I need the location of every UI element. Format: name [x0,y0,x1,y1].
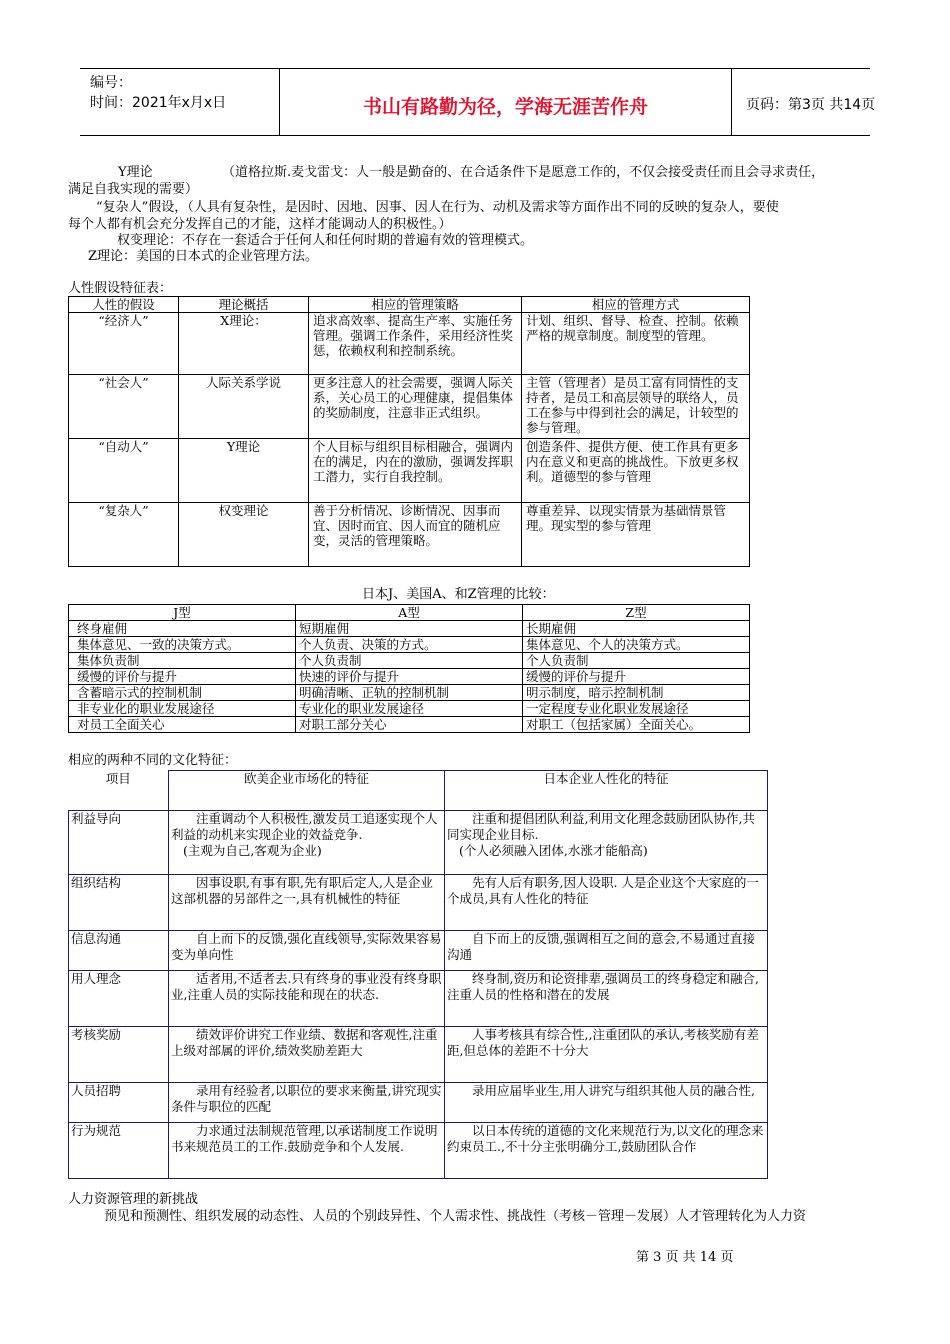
table-row [69,1083,768,1123]
table-header: 相应的管理方式 [522,297,750,313]
table-cell: 更多注意人的社会需要，强调人际关系，关心员工的心理健康，提倡集体的奖励制度，注意非正式组织。 [309,375,522,439]
table-cell: 专业化的职业发展途径 [296,701,523,717]
table-row [69,503,750,567]
table-cell: 对员工全面关心 [69,717,296,733]
table-cell: “复杂人” [69,503,179,567]
table1-caption: 人性假设特征表： [68,281,173,296]
contingency-theory: 权变理论：不存在一套适合于任何人和任何时期的普遍有效的管理模式。 [117,233,534,248]
table-cell: 主管（管理者）是员工富有同情性的支持者，是员工和高层领导的联络人，员工在参与中得到社会的满足，计较型的参与管理。 [522,375,750,439]
table-cell [169,875,445,931]
table-cell: 对职工（包括家属）全面关心。 [523,717,750,733]
table-cell [445,931,768,971]
table-cell: 善于分析情况、诊断情况、因事而宜、因时而宜、因人而宜的随机应变，灵活的管理策略。 [309,503,522,567]
cell-note: (主观为自己,客观为企业) [183,843,322,858]
table-header: 相应的管理策略 [309,297,522,313]
table-header-row [69,605,750,621]
table-row [69,1027,768,1083]
y-theory-text: （道格拉斯.麦戈雷戈：人一般是勤奋的、在合适条件下是愿意工作的，不仅会接受责任而且会寻求责任， [222,165,825,180]
table-cell: 个人负责制 [523,653,750,669]
table-row [69,653,750,669]
table-header: 欧美企业市场化的特征 [169,771,445,811]
table-row [69,375,750,439]
table-cell: 一定程度专业化职业发展途径 [523,701,750,717]
table-cell: 对职工部分关心 [296,717,523,733]
table-row [69,717,750,733]
table-row [69,439,750,503]
table-row [69,621,750,637]
table-cell: 计划、组织、督导、检查、控制。依赖严格的规章制度。制度型的管理。 [522,313,750,375]
table-cell [169,971,445,1027]
table-row [69,637,750,653]
table3-caption: 相应的两种不同的文化特征： [68,753,238,768]
table-cell: 缓慢的评价与提升 [69,669,296,685]
cell-text: 注重和提倡团队利益,利用文化理念鼓励团队协作,共同实现企业目标. [447,811,755,842]
table-header: Z型 [523,605,750,621]
table-row [69,875,768,931]
table-row [69,971,768,1027]
table-cell: 人员招聘 [69,1083,169,1123]
table-cell [445,1123,768,1179]
table-cell [445,811,768,875]
table-header: 项目 [69,771,169,811]
table-header: 日本企业人性化的特征 [445,771,768,811]
code-label: 编号： [90,75,132,91]
header-meta [80,69,280,135]
table-cell [169,1027,445,1083]
table-row [69,811,768,875]
table-cell: “自动人” [69,439,179,503]
table-cell: 集体意见、个人的决策方式。 [523,637,750,653]
table-cell: 集体意见、一致的决策方式。 [69,637,296,653]
cell-text: 绩效评价讲究工作业绩、数据和客观性,注重上级对部属的评价,绩效奖励差距大 [171,1027,438,1058]
table-cell [169,1123,445,1179]
table-cell: 含蓄暗示式的控制机制 [69,685,296,701]
cell-text: 录用有经验者,以职位的要求来衡量,讲究现实条件与职位的匹配 [171,1083,442,1114]
table-cell: 终身雇佣 [69,621,296,637]
table-cell [169,931,445,971]
table-cell: 考核奖励 [69,1027,169,1083]
hr-challenge-text: 预见和预测性、组织发展的动态性、人员的个别歧异性、个人需求性、挑战性（考核－管理－发展）人才管理转化为人力资 [104,1209,807,1224]
cell-text: 终身制,资历和论资排辈,强调员工的终身稳定和融合,注重人员的性格和潜在的发展 [447,971,759,1002]
header-motto: 书山有路勤为径，学海无涯苦作舟 [280,69,732,135]
cell-text: 以日本传统的道德的文化来规范行为,以文化的理念来约束员工.,不十分主张明确分工,鼓励团队合作 [447,1123,764,1154]
cell-text: 自上而下的反馈,强化直线领导,实际效果容易变为单向性 [171,931,442,962]
cell-text: 适者用,不适者去.只有终身的事业没有终身职业,注重人员的实际技能和现在的状态. [171,971,442,1002]
table-row [69,685,750,701]
table-cell: 行为规范 [69,1123,169,1179]
y-theory-text-cont: 满足自我实现的需要） [68,182,199,197]
cell-text: 力求通过法制规范管理,以承诺制度工作说明书来规范员工的工作.鼓励竞争和个人发展. [171,1123,438,1154]
cell-note: (个人必须融入团体,水涨才能船高) [459,843,648,858]
table-row [69,313,750,375]
complex-man-text-cont: 每个人都有机会充分发挥自己的才能，这样才能调动人的积极性。） [68,217,452,232]
table-header: 理论概括 [179,297,309,313]
culture-comparison-table [68,770,768,1179]
table-cell [169,1083,445,1123]
table-cell: 利益导向 [69,811,169,875]
z-theory: Z理论：美国的日本式的企业管理方法。 [88,249,319,264]
table-cell: 集体负责制 [69,653,296,669]
header-page-label: 页码：第3页 共14页 [746,97,876,113]
table-cell [445,1027,768,1083]
page-footer: 第 3 页 共 14 页 [636,1250,734,1265]
table-row [69,701,750,717]
table-cell: Y理论 [179,439,309,503]
table-header: J型 [69,605,296,621]
page-header [80,68,876,136]
cell-text: 注重调动个人积极性,激发员工追逐实现个人利益的动机来实现企业的效益竞争. [171,811,438,842]
table2-caption: 日本J、美国A、和Z管理的比较： [362,587,555,602]
table-cell: 明示制度，暗示控制机制 [523,685,750,701]
cell-text: 自下而上的反馈,强调相互之间的意会,不易通过直接沟通 [447,931,755,962]
table-cell: 个人负责、决策的方式。 [296,637,523,653]
time-label: 时间：2021年x月x日 [90,95,227,111]
table-cell: 权变理论 [179,503,309,567]
table-header: 人性的假设 [69,297,179,313]
y-theory-title: Y理论 [118,165,153,180]
table-cell: “社会人” [69,375,179,439]
cell-text: 录用应届毕业生,用人讲究与组织其他人员的融合性, [472,1083,755,1098]
table-header: A型 [296,605,523,621]
cell-text: 因事设职,有事有职,先有职后定人,人是企业这部机器的另部件之一,具有机械性的特征 [171,875,433,906]
cell-text: 人事考核具有综合性,,注重团队的承认,考核奖励有差距,但总体的差距不十分大 [447,1027,759,1058]
table-cell: 追求高效率、提高生产率、实施任务管理。强调工作条件，采用经济性奖惩，依赖权利和控制系统。 [309,313,522,375]
table-cell: X理论： [179,313,309,375]
table-cell: 缓慢的评价与提升 [523,669,750,685]
table-cell: 创造条件、提供方便、使工作具有更多内在意义和更高的挑战性。下放更多权利。道德型的参与管理 [522,439,750,503]
table-row [69,1123,768,1179]
table-cell: 快速的评价与提升 [296,669,523,685]
table-header-row [69,771,768,811]
table-cell: 明确清晰、正轨的控制机制 [296,685,523,701]
table-cell: 短期雇佣 [296,621,523,637]
table-cell: 长期雇佣 [523,621,750,637]
table-cell [169,811,445,875]
table-row [69,931,768,971]
table-header-row [69,297,750,313]
table-cell [445,1083,768,1123]
table-cell: 非专业化的职业发展途径 [69,701,296,717]
table-cell: 用人理念 [69,971,169,1027]
table-cell [445,971,768,1027]
complex-man-text: “复杂人”假设，（人具有复杂性，是因时、因地、因事、因人在行为、动机及需求等方面作出不同的反映的复杂人，要使 [96,200,779,215]
table-cell: 个人目标与组织目标相融合，强调内在的满足，内在的激励，强调发挥职工潜力，实行自我控制。 [309,439,522,503]
table-cell: 组织结构 [69,875,169,931]
table-cell: 人际关系学说 [179,375,309,439]
cell-text: 先有人后有职务,因人设职. 人是企业这个大家庭的一个成员,具有人性化的特征 [447,875,759,906]
table-cell: 个人负责制 [296,653,523,669]
table-row [69,669,750,685]
table-cell [445,875,768,931]
table-cell: 信息沟通 [69,931,169,971]
table-cell: 尊重差异、以现实情景为基础情景管理。现实型的参与管理 [522,503,750,567]
hr-challenge-title: 人力资源管理的新挑战 [68,1192,199,1207]
table-cell: “经济人” [69,313,179,375]
human-assumption-table [68,296,750,567]
jaz-comparison-table [68,604,750,733]
